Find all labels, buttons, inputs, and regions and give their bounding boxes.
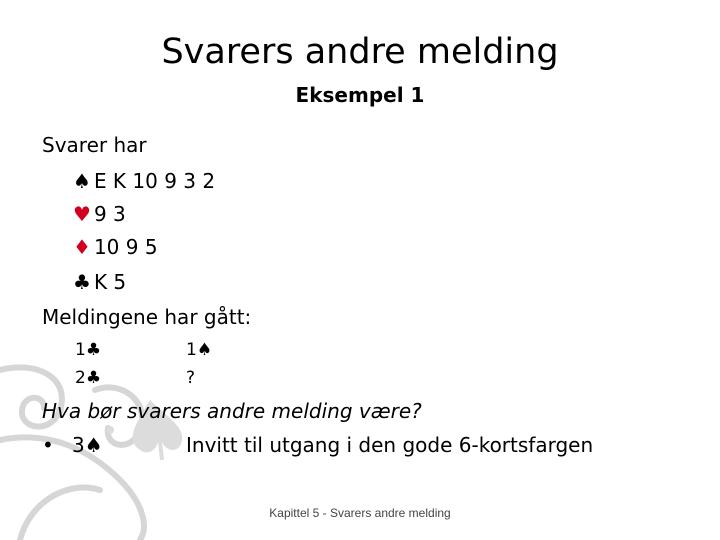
hand-cards: K 5 [93, 270, 127, 294]
bid-left: 1♣ [75, 340, 102, 360]
spade-icon: ♠ [73, 169, 91, 193]
question-text: Hva bør svarers andre melding være? [42, 399, 422, 423]
hand-cards: E K 10 9 3 2 [93, 169, 216, 193]
slide-footer: Kapittel 5 - Svarers andre melding [269, 506, 451, 520]
bidding-label: Meldingene har gått: [42, 305, 252, 329]
answer-bid: 3♠ [72, 433, 103, 457]
slide-subtitle: Eksempel 1 [295, 83, 425, 107]
bid-right: 1♠ [186, 340, 213, 360]
club-icon: ♣ [73, 270, 91, 294]
answer-text: Invitt til utgang i den gode 6-kortsfargen [186, 433, 594, 457]
intro-text: Svarer har [42, 133, 147, 157]
hand-clubs [73, 269, 126, 295]
bid-left: 2♣ [75, 368, 102, 388]
answer-bullet: • [42, 433, 54, 457]
slide-title: Svarers andre melding [161, 32, 559, 72]
diamond-icon: ♦ [73, 235, 91, 259]
bid-right: ? [186, 368, 196, 388]
hand-hearts [73, 201, 126, 227]
hand-spades [73, 168, 215, 194]
hand-cards: 10 9 5 [93, 235, 158, 259]
heart-icon: ♥ [73, 202, 91, 226]
decorative-swirl [0, 330, 213, 540]
hand-diamonds [73, 234, 158, 260]
hand-cards: 9 3 [93, 202, 126, 226]
